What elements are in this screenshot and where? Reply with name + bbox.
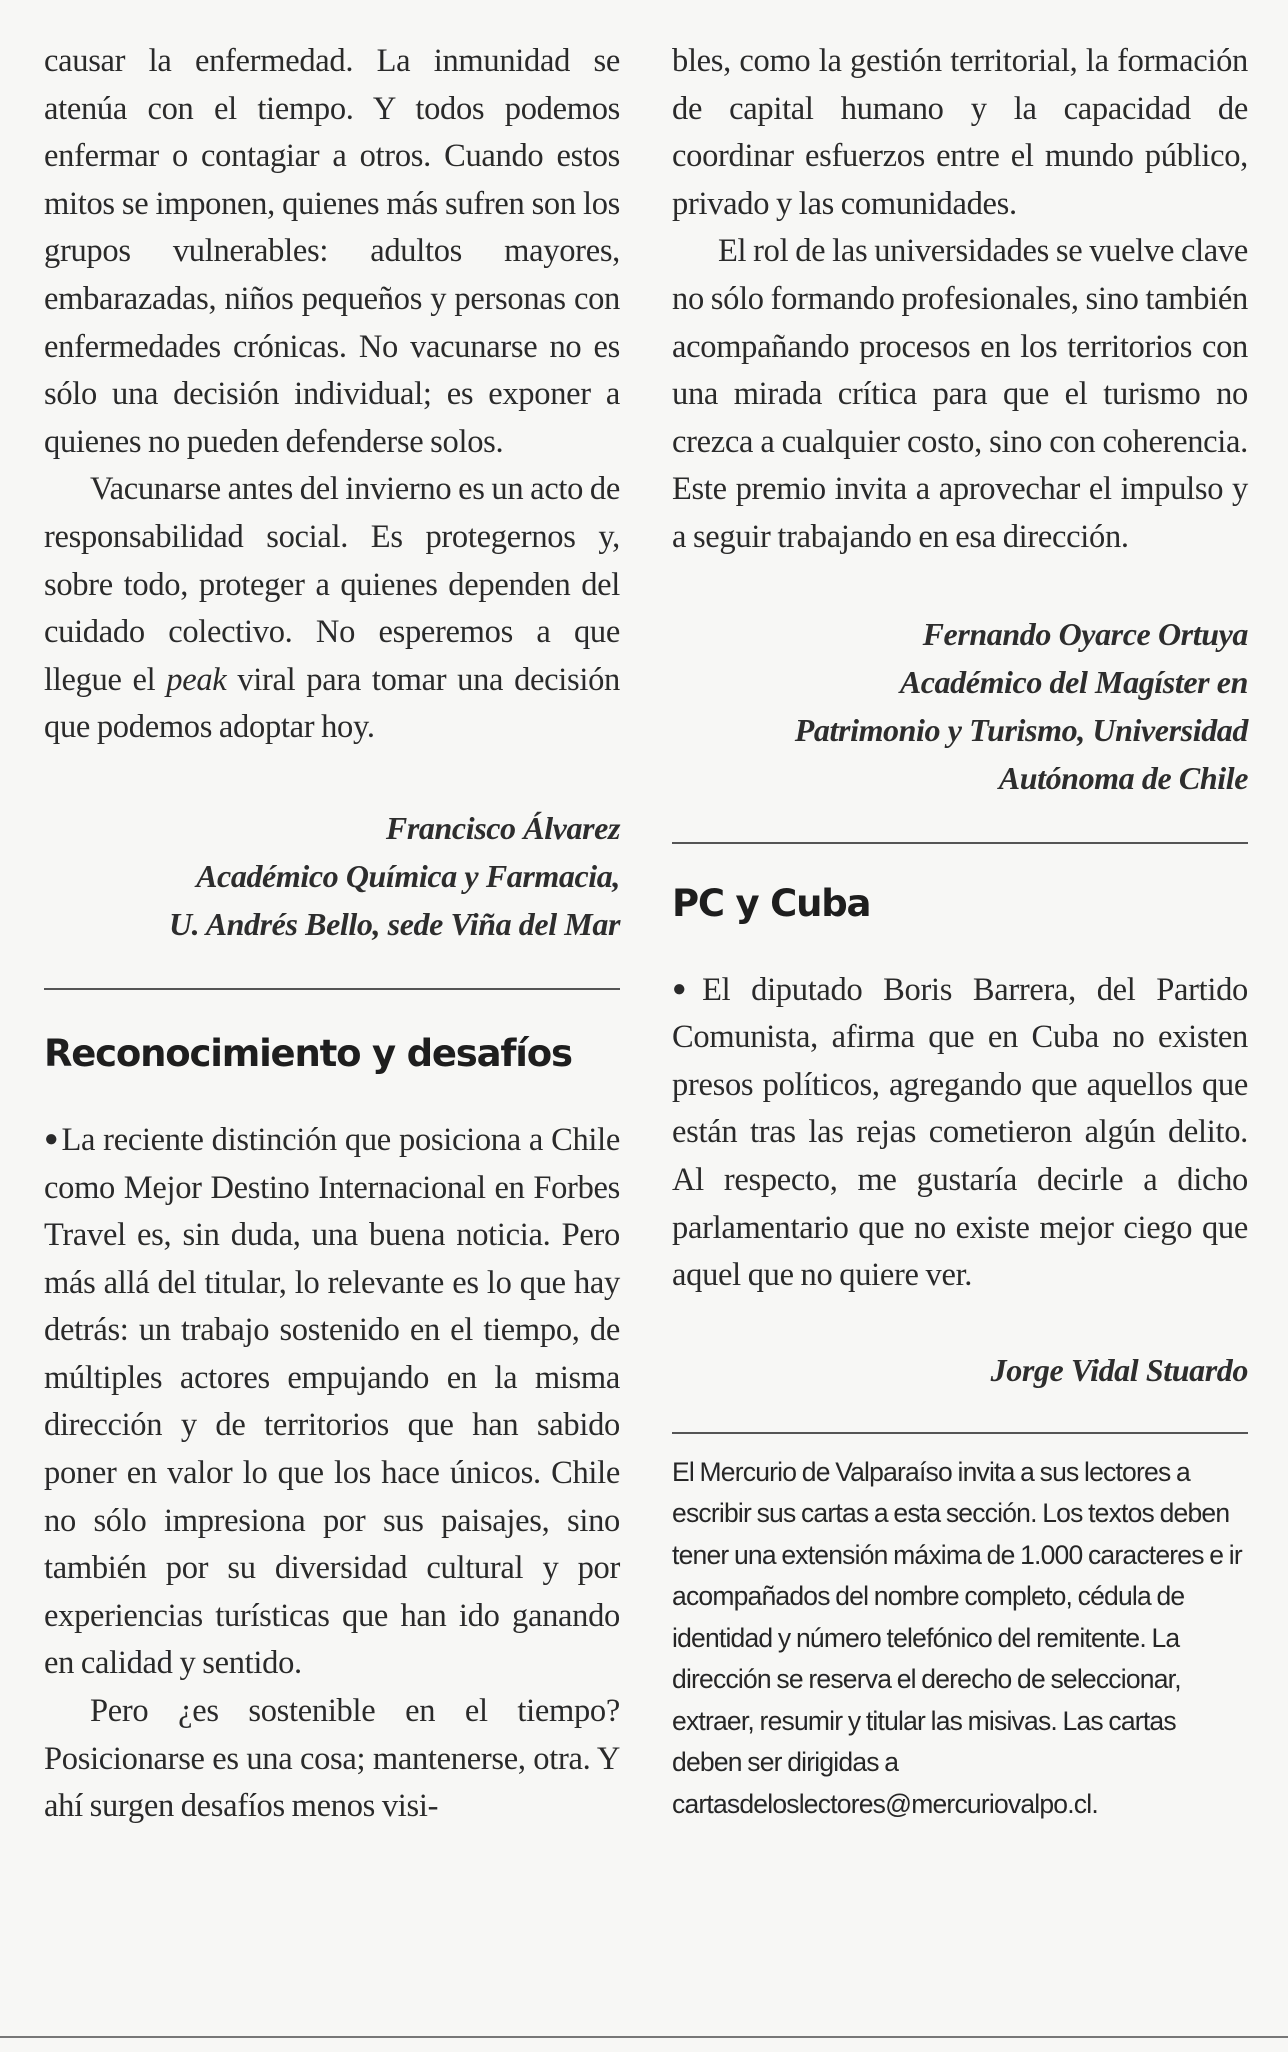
left-column	[44, 38, 620, 1831]
headline-pc-y-cuba: PC y Cuba	[672, 881, 871, 925]
bullet-icon: ●	[672, 975, 701, 1002]
vaccination-paragraph-2-text-a: Vacunarse antes del invierno es un acto de responsabilidad social. Es protegernos y, sobre todo, proteger a quienes dependen del cuidado colectivo. No esperemos a que llegue el	[44, 471, 620, 698]
signature-title: Académico Química y Farmacia,	[196, 857, 620, 894]
right-column	[672, 38, 1248, 1825]
signature-name: Fernando Oyarce Ortuya	[922, 615, 1248, 652]
signature-institution: U. Andrés Bello, sede Viña del Mar	[168, 905, 620, 942]
recognition-paragraph-1-text: La reciente distinción que posiciona a Chile como Mejor Destino Internacional en Forbes Travel es, sin duda, una buena noticia. Pero más allá del titular, lo relevante es lo que hay detrás: un trabajo sostenido en el tiempo, de múltiples actores empujando en la misma dirección y de territorios que han sabido poner en valor lo que los hace únicos. Chile no sólo impresiona por sus paisajes, sino también por su diversidad cultural y por experiencias turísticas que han ido ganando en calidad y sentido.	[44, 1121, 620, 1682]
recognition-letter-paragraph-2: Pero ¿es sostenible en el tiempo? Posicionarse es una cosa; mantenerse, otra. Y ahí surgen desafíos menos visi-	[44, 1693, 620, 1825]
vaccination-letter-paragraph-2	[44, 466, 620, 752]
recognition-continued-paragraph-2: El rol de las universidades se vuelve clave no sólo formando profesionales, sino también acompañando procesos en los territorios con una mirada crítica para que el turismo no crezca a cualquier costo, sino con coherencia. Este premio invita a aprovechar el impulso y a seguir trabajando en esa dirección.	[672, 233, 1248, 555]
letters-submission-notice: El Mercurio de Valparaíso invita a sus lectores a escribir sus cartas a esta sección. Los textos deben tener una extensión máxima de 1.000 caracteres e ir acompañados del nombre completo, cédula de identidad y número telefónico del remitente. La dirección se reserva el derecho de seleccionar, extraer, resumir y titular las misivas. Las cartas deben ser dirigidas a cartasdeloslectores@mercuriovalpo.cl.	[672, 1456, 1242, 1819]
cuba-paragraph-1-text: El diputado Boris Barrera, del Partido Comunista, afirma que en Cuba no existen presos políticos, agregando que aquellos que están tras las rejas cometieron algún delito. Al respecto, me gustaría decirle a dicho parlamentario que no existe mejor ciego que aquel que no quiere ver.	[672, 971, 1249, 1294]
vaccination-letter-paragraph-1: causar la enfermedad. La inmunidad se atenúa con el tiempo. Y todos podemos enfermar o contagiar a otros. Cuando estos mitos se imponen, quienes más sufren son los grupos vulnerables: adultos mayores, embarazadas, niños pequeños y personas con enfermedades crónicas. No vacunarse no es sólo una decisión individual; es exponer a quienes no pueden defenderse solos.	[44, 43, 620, 460]
bottom-divider	[0, 2036, 1288, 2038]
recognition-continued-paragraph-1: bles, como la gestión territorial, la formación de capital humano y la capacidad de coordinar esfuerzos entre el mundo público, privado y las comunidades.	[672, 43, 1248, 222]
vaccination-paragraph-2-text-b: viral para tomar una decisión que podemos adoptar hoy.	[44, 661, 620, 746]
signature-name: Jorge Vidal Stuardo	[990, 1351, 1248, 1388]
signature-name: Francisco Álvarez	[385, 809, 620, 846]
signature-institution: Autónoma de Chile	[998, 759, 1248, 796]
signature-title: Académico del Magíster en	[899, 663, 1248, 700]
signature-program: Patrimonio y Turismo, Universidad	[794, 711, 1248, 748]
bullet-icon: ●	[44, 1125, 60, 1152]
peak-italic-word: peak	[166, 661, 227, 698]
headline-reconocimiento: Reconocimiento y desafíos	[44, 1031, 572, 1075]
cuba-letter-paragraph-1	[672, 966, 1248, 1300]
recognition-letter-paragraph-1	[44, 1116, 620, 1688]
